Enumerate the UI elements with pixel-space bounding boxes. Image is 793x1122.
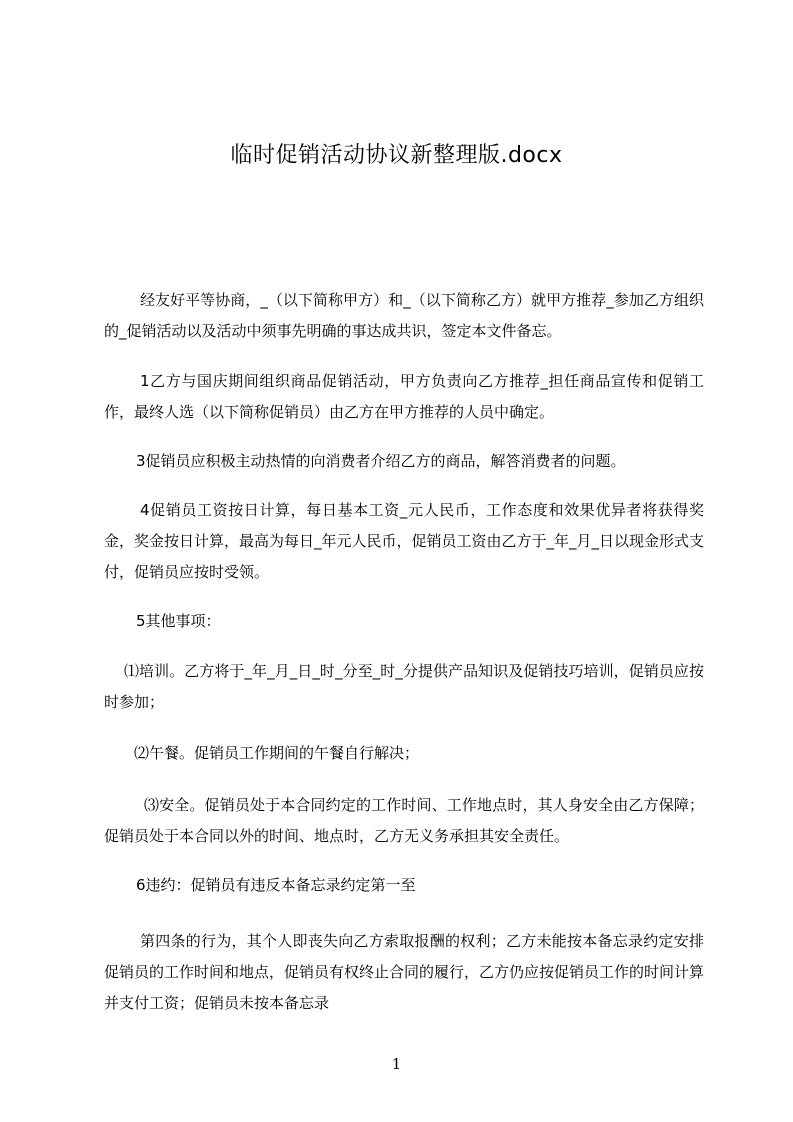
paragraph-clause-5: 5其他事项： [136,612,221,630]
paragraph-clause-3: 3促销员应积极主动热情的向消费者介绍乙方的商品，解答消费者的问题。 [136,452,626,470]
paragraph-safety: ⑶安全。促销员处于本合同约定的工作时间、工作地点时，其人身安全由乙方保障；促销员处于本合同以外的时间、地点时，乙方无义务承担其安全责任。 [104,796,704,845]
paragraph-clause-6: 6违约：促销员有违反本备忘录约定第一至 [136,876,416,894]
page-number: 1 [391,1055,402,1073]
paragraph-clause-4: 4促销员工资按日计算，每日基本工资_元人民币，工作态度和效果优异者将获得奖金，奖金按日计算，最高为每日_年元人民币，促销员工资由乙方于_年_月_日以现金形式支付，促销员应按时受领。 [104,501,705,581]
paragraph-clause-6-continued: 第四条的行为，其个人即丧失向乙方索取报酬的权利；乙方未能按本备忘录约定安排促销员的工作时间和地点，促销员有权终止合同的履行，乙方仍应按促销员工作的时间计算并支付工资；促销员未按本备忘录 [104,932,705,1012]
paragraph-intro: 经友好平等协商，_（以下简称甲方）和_（以下简称乙方）就甲方推荐_参加乙方组织的_促销活动以及活动中须事先明确的事达成共识，签定本文件备忘。 [104,291,704,340]
paragraph-lunch: ⑵午餐。促销员工作期间的午餐自行解决； [134,744,420,762]
document-title: 临时促销活动协议新整理版.docx [230,143,563,168]
paragraph-training: ⑴培训。乙方将于_年_月_日_时_分至_时_分提供产品知识及促销技巧培训，促销员应按时参加； [104,662,704,711]
paragraph-clause-1: 1乙方与国庆期间组织商品促销活动，甲方负责向乙方推荐_担任商品宣传和促销工作，最终人选（以下简称促销员）由乙方在甲方推荐的人员中确定。 [104,372,704,421]
